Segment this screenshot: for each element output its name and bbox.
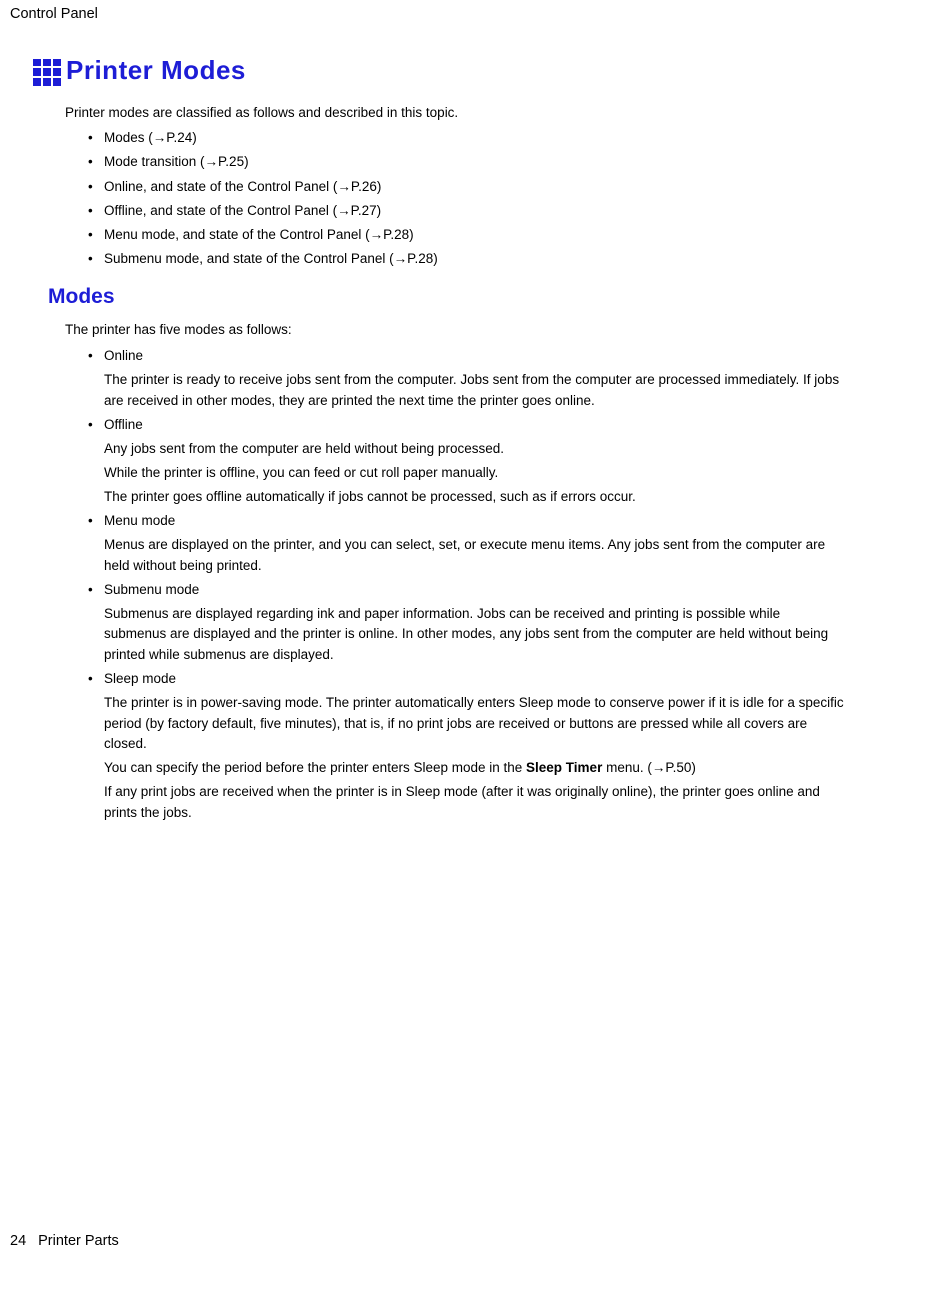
mode-name: • Sleep mode (104, 670, 177, 686)
topic-intro: Printer modes are classified as follows and described in this topic. (65, 105, 459, 120)
footer-page-number: 24 (10, 1233, 27, 1249)
mode-description: The printer is in power-saving mode. The printer automatically enters Sleep mode to conserve power if it is idle for a specific period (by factory default, five minutes), that is, if no print jobs are received or buttons are pressed while all covers are closed. (104, 694, 844, 752)
topic-link-submenu-mode[interactable] (88, 247, 438, 271)
topic-link-label: Modes (→P.24) (104, 130, 197, 145)
topic-grid-icon (33, 59, 61, 86)
topic-link-offline[interactable] (88, 199, 438, 223)
sleep-timer-pre: You can specify the period before the printer enters Sleep mode in the (104, 760, 527, 776)
topic-link-online[interactable] (88, 175, 438, 199)
mode-description: If any print jobs are received when the printer is in Sleep mode (after it was originally online), the printer goes online and prints the jobs. (104, 784, 820, 820)
mode-item-menu-mode (88, 511, 843, 576)
mode-name: • Menu mode (104, 512, 176, 528)
topic-link-label: Offline, and state of the Control Panel (→P.27) (104, 202, 382, 218)
topic-title: Printer Modes (66, 55, 246, 85)
topic-link-modes[interactable] (88, 126, 438, 150)
topic-link-label: Online, and state of the Control Panel (→P.26) (104, 178, 382, 194)
topic-link-mode-transition[interactable] (88, 150, 438, 174)
mode-name: • Online (104, 348, 144, 363)
running-header: Control Panel (10, 6, 98, 22)
page-footer (10, 1233, 119, 1249)
mode-description-sleep-timer (104, 758, 844, 779)
footer-section-title: Printer Parts (38, 1233, 119, 1249)
sleep-timer-menu-name: Sleep Timer (526, 760, 603, 776)
topic-link-label: Submenu mode, and state of the Control Panel (→P.28) (104, 251, 438, 267)
sleep-timer-post: menu. (→P.50) (602, 760, 696, 776)
section-title-modes: Modes (48, 285, 115, 308)
topic-link-label: Mode transition (→P.25) (104, 154, 249, 170)
mode-item-sleep-mode (88, 669, 843, 824)
topic-title-row (33, 55, 246, 86)
mode-item-online (88, 346, 843, 411)
mode-name: • Submenu mode (104, 581, 200, 597)
mode-item-submenu-mode (88, 580, 843, 666)
mode-description: The printer goes offline automatically if jobs cannot be processed, such as if errors occur. (104, 488, 636, 504)
topic-link-list (88, 126, 438, 272)
mode-description: While the printer is offline, you can feed or cut roll paper manually. (104, 464, 499, 480)
mode-description: Submenus are displayed regarding ink and paper information. Jobs can be received and printing is possible while submenus are displayed and the printer is online. In other modes, any jobs sent from the computer are held without being printed while submenus are displayed. (104, 605, 829, 662)
mode-description: The printer is ready to receive jobs sent from the computer. Jobs sent from the computer are processed immediately. If jobs are received in other modes, they are printed the next time the printer goes online. (104, 372, 840, 408)
mode-description: Any jobs sent from the computer are held without being processed. (104, 440, 504, 456)
mode-item-offline (88, 415, 843, 508)
section-intro: The printer has five modes as follows: (65, 322, 292, 337)
mode-name: • Offline (104, 416, 143, 432)
topic-link-label: Menu mode, and state of the Control Panel (→P.28) (104, 227, 414, 243)
mode-description: Menus are displayed on the printer, and you can select, set, or execute menu items. Any jobs sent from the computer are held without being printed. (104, 536, 826, 573)
topic-link-menu-mode[interactable] (88, 223, 438, 247)
mode-list (88, 346, 843, 827)
